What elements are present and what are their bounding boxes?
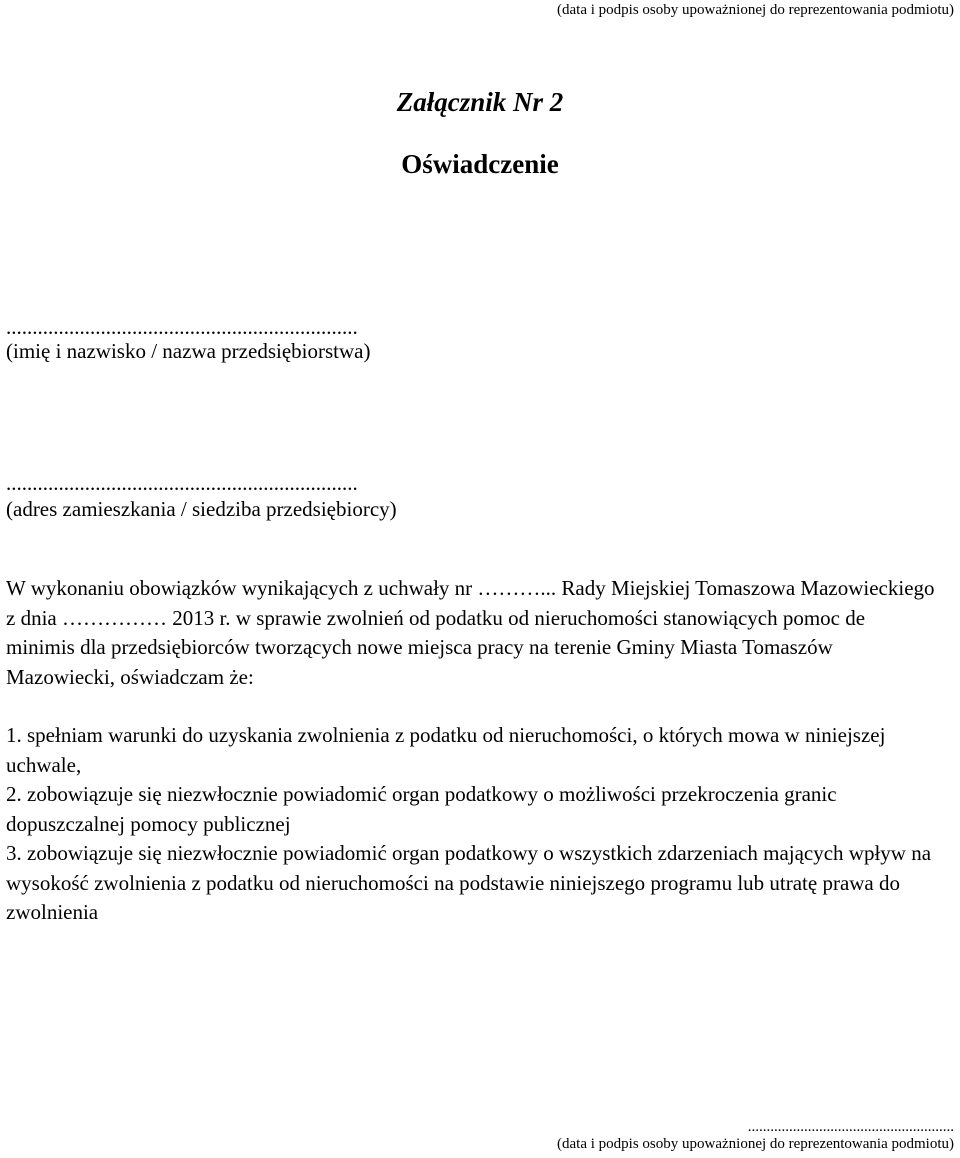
point-3: 3. zobowiązuje się niezwłocznie powiadomić organ podatkowy o wszystkich zdarzeniach mających wpływ na wysokość zwolnienia z podatku od nieruchomości na podstawie niniejszego programu lub utratę prawa do zwolnienia bbox=[6, 841, 932, 924]
declaration-body bbox=[6, 574, 936, 928]
name-dotted-line: ................................................................... bbox=[6, 315, 358, 339]
footer-signature-dotted-line: ....................................................... bbox=[747, 1119, 954, 1135]
address-dotted-line: ................................................................... bbox=[6, 471, 358, 495]
attachment-title: Załącznik Nr 2 bbox=[396, 87, 564, 117]
header-signature-caption: (data i podpis osoby upoważnionej do reprezentowania podmiotu) bbox=[557, 2, 954, 18]
document-heading: Oświadczenie bbox=[401, 149, 559, 179]
point-1: 1. spełniam warunki do uzyskania zwolnienia z podatku od nieruchomości, o których mowa w niniejszej uchwale, bbox=[6, 723, 886, 777]
paragraph-spacer bbox=[6, 692, 936, 721]
name-field-label: (imię i nazwisko / nazwa przedsiębiorstwa) bbox=[6, 339, 371, 363]
footer-signature-caption: (data i podpis osoby upoważnionej do reprezentowania podmiotu) bbox=[557, 1136, 954, 1152]
intro-paragraph: W wykonaniu obowiązków wynikających z uchwały nr ………... Rady Miejskiej Tomaszowa Mazowieckiego z dnia …………… 2013 r. w sprawie zwolnień od podatku od nieruchomości stanowiących pomoc de minimis dla przedsiębiorców tworzących nowe miejsca pracy na terenie Gminy Miasta Tomaszów Mazowiecki, oświadczam że: bbox=[6, 576, 935, 689]
point-2: 2. zobowiązuje się niezwłocznie powiadomić organ podatkowy o możliwości przekroczenia granic dopuszczalnej pomocy publicznej bbox=[6, 782, 837, 836]
address-field-label: (adres zamieszkania / siedziba przedsiębiorcy) bbox=[6, 497, 397, 521]
